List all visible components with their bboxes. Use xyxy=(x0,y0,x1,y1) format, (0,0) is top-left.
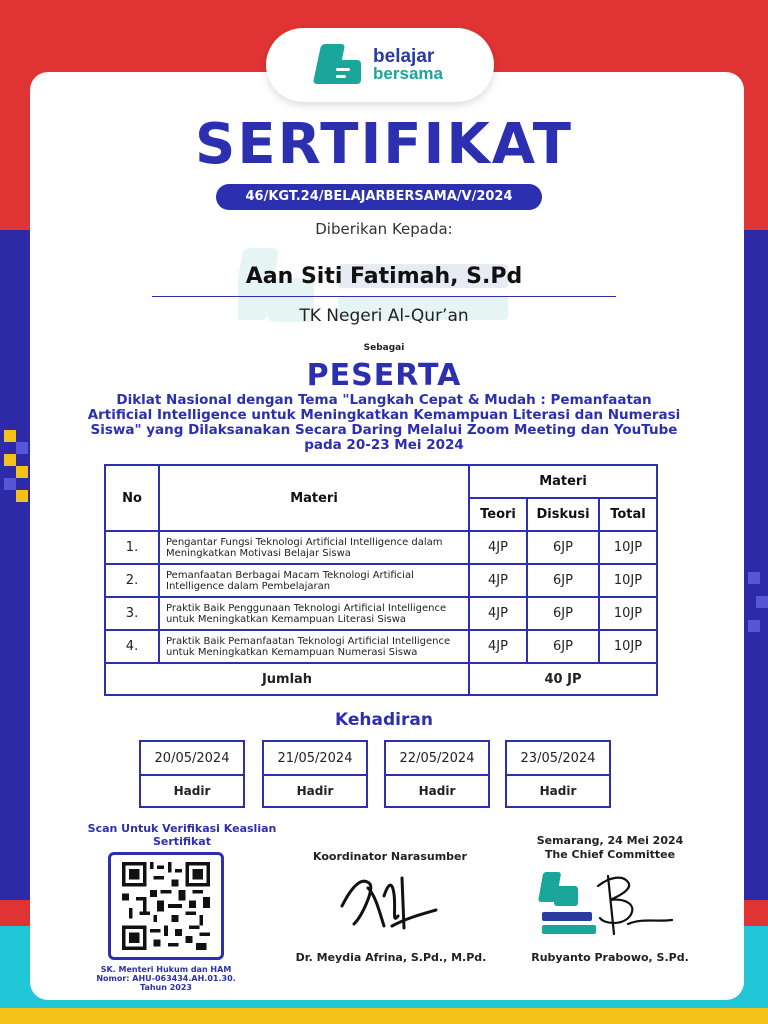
attendance-title: Kehadiran xyxy=(335,710,433,730)
attendance-box-day2 xyxy=(262,740,368,808)
brand-logo-mark-icon xyxy=(317,44,363,86)
header-total: Total xyxy=(599,498,657,531)
decor-square xyxy=(748,572,760,584)
header-teori: Teori xyxy=(469,498,527,531)
decor-square xyxy=(16,466,28,478)
attendance-date: 21/05/2024 xyxy=(264,742,366,776)
legal-registration-note: SK. Menteri Hukum dan HAM Nomor: AHU-063434.AH.01.30. Tahun 2023 xyxy=(96,965,236,992)
certificate-title: SERTIFIKAT xyxy=(195,112,573,177)
table-row: 1. Pengantar Fungsi Teknologi Artificial Intelligence dalam Meningkatkan Motivasi Belajar Siswa 4JP 6JP 10JP xyxy=(105,531,657,564)
brand-logo xyxy=(266,28,494,102)
chief-stamp-signature-icon xyxy=(538,868,688,944)
table-row: 3. Praktik Baik Penggunaan Teknologi Artificial Intelligence untuk Meningkatkan Kemampuan Literasi Siswa 4JP 6JP 10JP xyxy=(105,597,657,630)
attendance-box-day3 xyxy=(384,740,490,808)
header-materi: Materi xyxy=(159,465,469,531)
qr-code-icon xyxy=(118,862,214,950)
attendance-date: 22/05/2024 xyxy=(386,742,488,776)
attendance-date: 23/05/2024 xyxy=(507,742,609,776)
recipient-institution: TK Negeri Al-Qur’an xyxy=(299,306,469,326)
chief-name: Rubyanto Prabowo, S.Pd. xyxy=(531,951,689,964)
decor-square xyxy=(16,442,28,454)
decor-square xyxy=(16,490,28,502)
chief-role: The Chief Committee xyxy=(544,848,676,861)
decor-square xyxy=(4,478,16,490)
event-description: Diklat Nasional dengan Tema "Langkah Cepat & Mudah : Pemanfaatan Artificial Intelligence untuk Meningkatkan Kemampuan Literasi dan Numerasi Siswa" yang Dilaksanakan Secara Daring Melalui Zoom Meeting dan YouTube pada 20-23 Mei 2024 xyxy=(87,392,681,453)
attendance-box-day1 xyxy=(139,740,245,808)
name-underline xyxy=(152,296,616,297)
table-row: 2. Pemanfaatan Berbagai Macam Teknologi Artificial Intelligence dalam Pembelajaran 4JP 6JP 10JP xyxy=(105,564,657,597)
header-materi-group: Materi xyxy=(469,465,657,498)
attendance-box-day4 xyxy=(505,740,611,808)
brand-logo-text: belajar bersama xyxy=(373,46,443,83)
attendance-status: Hadir xyxy=(418,784,456,798)
coordinator-role: Koordinator Narasumber xyxy=(313,850,467,863)
table-row: 4. Praktik Baik Pemanfaatan Teknologi Artificial Intelligence untuk Meningkatkan Kemampuan Numerasi Siswa 4JP 6JP 10JP xyxy=(105,630,657,663)
given-to-label: Diberikan Kepada: xyxy=(315,220,453,238)
attendance-status: Hadir xyxy=(173,784,211,798)
as-label: Sebagai xyxy=(363,343,405,353)
decor-square xyxy=(748,620,760,632)
decor-square xyxy=(4,430,16,442)
verification-qr-code[interactable] xyxy=(108,852,224,960)
background-bottom-yellow xyxy=(0,1008,768,1024)
decor-square xyxy=(4,454,16,466)
verification-title: Scan Untuk Verifikasi Keaslian Sertifikat xyxy=(87,822,277,848)
chief-place-date-role xyxy=(520,834,700,862)
decor-square xyxy=(756,596,768,608)
header-diskusi: Diskusi xyxy=(527,498,599,531)
coordinator-signature-icon xyxy=(332,866,442,940)
footer-total: 40 JP xyxy=(469,663,657,695)
attendance-status: Hadir xyxy=(539,784,577,798)
materials-table xyxy=(104,464,658,696)
coordinator-name: Dr. Meydia Afrina, S.Pd., M.Pd. xyxy=(295,951,487,964)
attendance-status: Hadir xyxy=(296,784,334,798)
place-date: Semarang, 24 Mei 2024 xyxy=(536,834,684,847)
participant-role: PESERTA xyxy=(306,358,462,393)
certificate-number: 46/KGT.24/BELAJARBERSAMA/V/2024 xyxy=(216,184,542,210)
recipient-name: Aan Siti Fatimah, S.Pd xyxy=(245,264,523,289)
attendance-date: 20/05/2024 xyxy=(141,742,243,776)
footer-label: Jumlah xyxy=(105,663,469,695)
table-footer-row xyxy=(105,663,657,695)
header-no: No xyxy=(105,465,159,531)
